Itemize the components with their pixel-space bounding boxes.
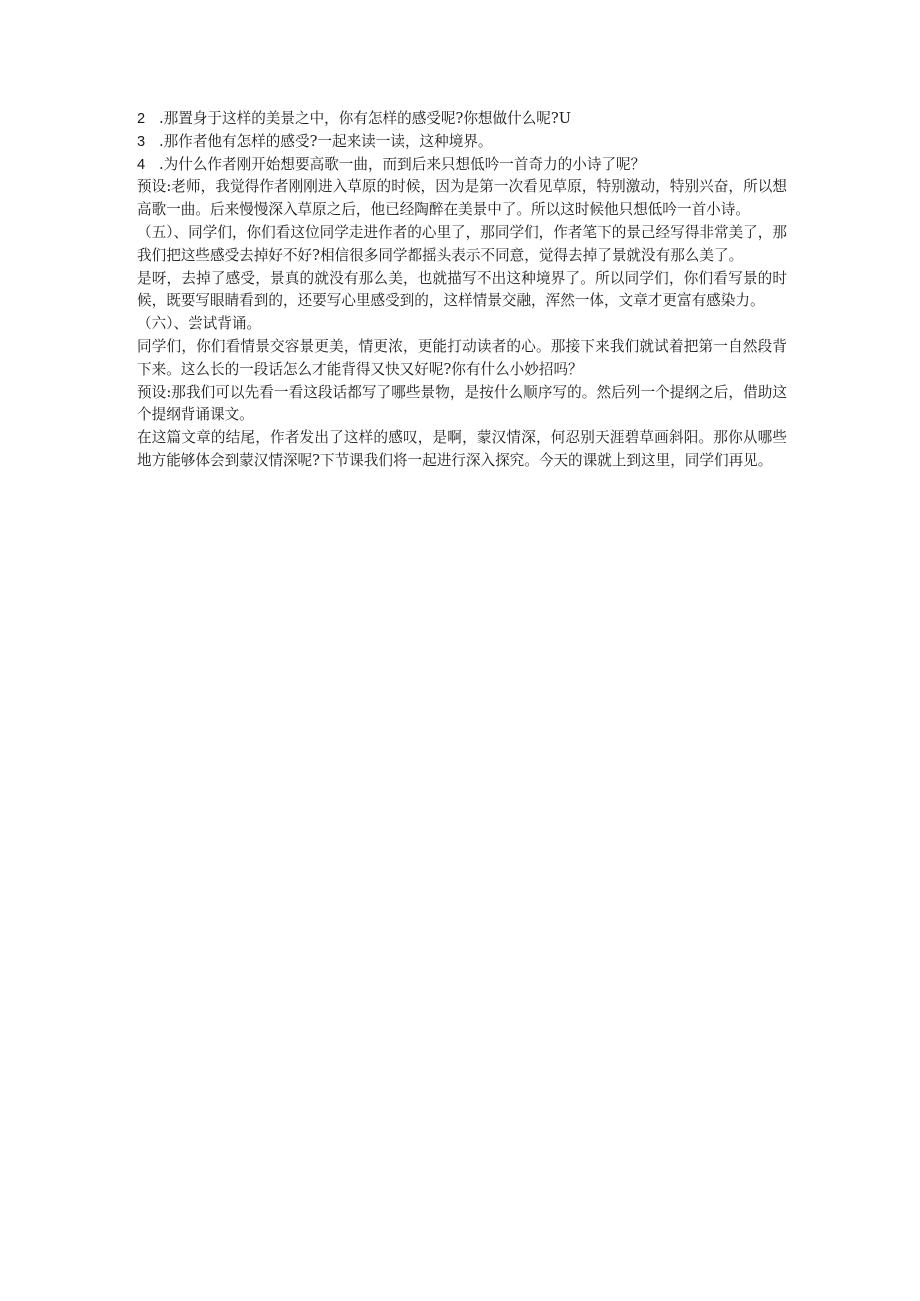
paragraph-section-five: （五）、同学们，你们看这位同学走进作者的心里了，那同学们，作者笔下的景己经写得非常美了，那我们把这些感受去掉好不好?相信很多同学都摇头表示不同意，觉得去掉了景就没有那么美了。 bbox=[137, 223, 787, 264]
item-number: 3 bbox=[137, 133, 146, 150]
paragraph-closing: 在这篇文章的结尾，作者发出了这样的感叹，是啊，蒙汉情深，何忍别天涯碧草画斜阳。那你从哪些地方能够体会到蒙汉情深呢?下节课我们将一起进行深入探究。今天的课就上到这里，同学们再见。 bbox=[137, 429, 787, 469]
paragraph-recite: 同学们，你们看情景交容景更美，情更浓，更能打动读者的心。那接下来我们就试着把第一自然段背下来。这么长的一段话怎么才能背得又快又好呢?你有什么小妙招吗？ bbox=[137, 337, 787, 378]
paragraph-scene-feeling: 是呀，去掉了感受，景真的就没有那么美，也就描写不出这种境界了。所以同学们，你们看写景的时候，既要写眼睛看到的，还要写心里感受到的，这样情景交融，浑然一体，文章才更富有感染力。 bbox=[137, 269, 787, 310]
item-text: .那作者他有怎样的感受?一起来读一读，这种境界。 bbox=[159, 132, 493, 150]
document-body bbox=[137, 108, 787, 473]
question-item bbox=[137, 108, 787, 131]
question-item bbox=[137, 131, 787, 154]
item-number: 2 bbox=[137, 111, 146, 127]
item-text: .那置身于这样的美景之中，你有怎样的感受呢?你想做什么呢?U bbox=[159, 110, 572, 127]
question-item bbox=[137, 154, 787, 177]
paragraph-preset-answer: 预设:老师，我觉得作者刚刚进入草原的时候，因为是第一次看见草原，特别激动，特别兴奋，所以想高歌一曲。后来慢慢深入草原之后，他已经陶醉在美景中了。所以这时候他只想低吟一首小诗。 bbox=[137, 178, 787, 219]
item-text: .为什么作者刚开始想要高歌一曲，而到后来只想低吟一首奇力的小诗了呢？ bbox=[159, 155, 646, 173]
section-heading-six: （六）、尝试背诵。 bbox=[137, 315, 262, 333]
paragraph-preset-outline: 预设:那我们可以先看一看这段话都写了哪些景物，是按什么顺序写的。然后列一个提纲之后，借助这个提纲背诵课文。 bbox=[137, 383, 787, 424]
item-number: 4 bbox=[137, 156, 146, 173]
